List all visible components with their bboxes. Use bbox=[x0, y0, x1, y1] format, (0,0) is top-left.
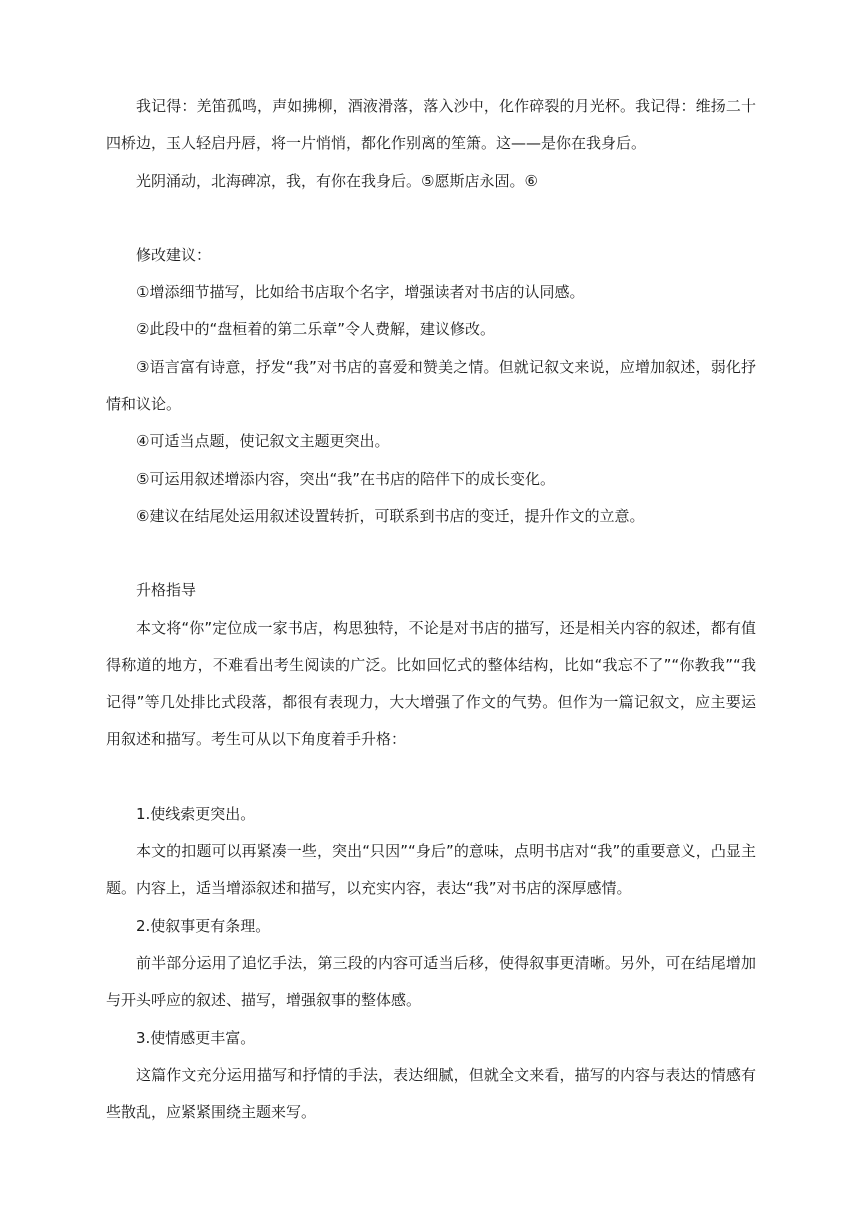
guidance-point-body: 前半部分运用了追忆手法，第三段的内容可适当后移，使得叙事更清晰。另外，可在结尾增加与开头呼应的叙述、描写，增强叙事的整体感。 bbox=[106, 953, 756, 1010]
guidance-point-title: 1.使线索更突出。 bbox=[136, 804, 256, 823]
guidance-heading: 升格指导 bbox=[136, 581, 197, 600]
guidance-point-body: 这篇作文充分运用描写和抒情的手法，表达细腻，但就全文来看，描写的内容与表达的情感有些散乱，应紧紧围绕主题来写。 bbox=[106, 1065, 756, 1122]
suggestion-item: ②此段中的“盘桓着的第二乐章”令人费解，建议修改。 bbox=[136, 320, 495, 339]
guidance-intro: 本文将“你”定位成一家书店，构思独特，不论是对书店的描写，还是相关内容的叙述，都有值得称道的地方，不难看出考生阅读的广泛。比如回忆式的整体结构，比如“我忘不了”“你教我”“我记得”等几处排比式段落，都很有表现力，大大增强了作文的气势。但作为一篇记叙文，应主要运用叙述和描写。考生可从以下角度着手升格： bbox=[106, 618, 756, 749]
guidance-point-title: 3.使情感更丰富。 bbox=[136, 1028, 256, 1047]
suggestion-item: ⑥建议在结尾处运用叙述设置转折，可联系到书店的变迁，提升作文的立意。 bbox=[136, 506, 645, 525]
document-page bbox=[106, 88, 756, 1131]
paragraph-gap bbox=[106, 535, 756, 572]
paragraph-gap bbox=[106, 759, 756, 796]
suggestion-item: ①增添细节描写，比如给书店取个名字，增强读者对书店的认同感。 bbox=[136, 283, 585, 302]
suggestion-item: ③语言富有诗意，抒发“我”对书店的喜爱和赞美之情。但就记叙文来说，应增加叙述，弱化抒情和议论。 bbox=[106, 357, 756, 414]
paragraph-gap bbox=[106, 200, 756, 237]
suggestion-item: ④可适当点题，使记叙文主题更突出。 bbox=[136, 432, 390, 451]
essay-paragraph: 光阴涌动，北海碑凉，我，有你在我身后。⑤愿斯店永固。⑥ bbox=[136, 171, 538, 190]
essay-paragraph: 我记得：羌笛孤鸣，声如拂柳，酒液滑落，落入沙中，化作碎裂的月光杯。我记得：维扬二十四桥边，玉人轻启丹唇，将一片悄悄，都化作别离的笙箫。这——是你在我身后。 bbox=[106, 97, 756, 153]
guidance-point-body: 本文的扣题可以再紧凑一些，突出“只因”“身后”的意味，点明书店对“我”的重要意义，凸显主题。内容上，适当增添叙述和描写，以充实内容，表达“我”对书店的深厚感情。 bbox=[106, 842, 756, 898]
suggestion-item: ⑤可运用叙述增添内容，突出“我”在书店的陪伴下的成长变化。 bbox=[136, 469, 555, 488]
suggestions-heading: 修改建议： bbox=[136, 245, 212, 264]
guidance-point-title: 2.使叙事更有条理。 bbox=[136, 916, 271, 935]
